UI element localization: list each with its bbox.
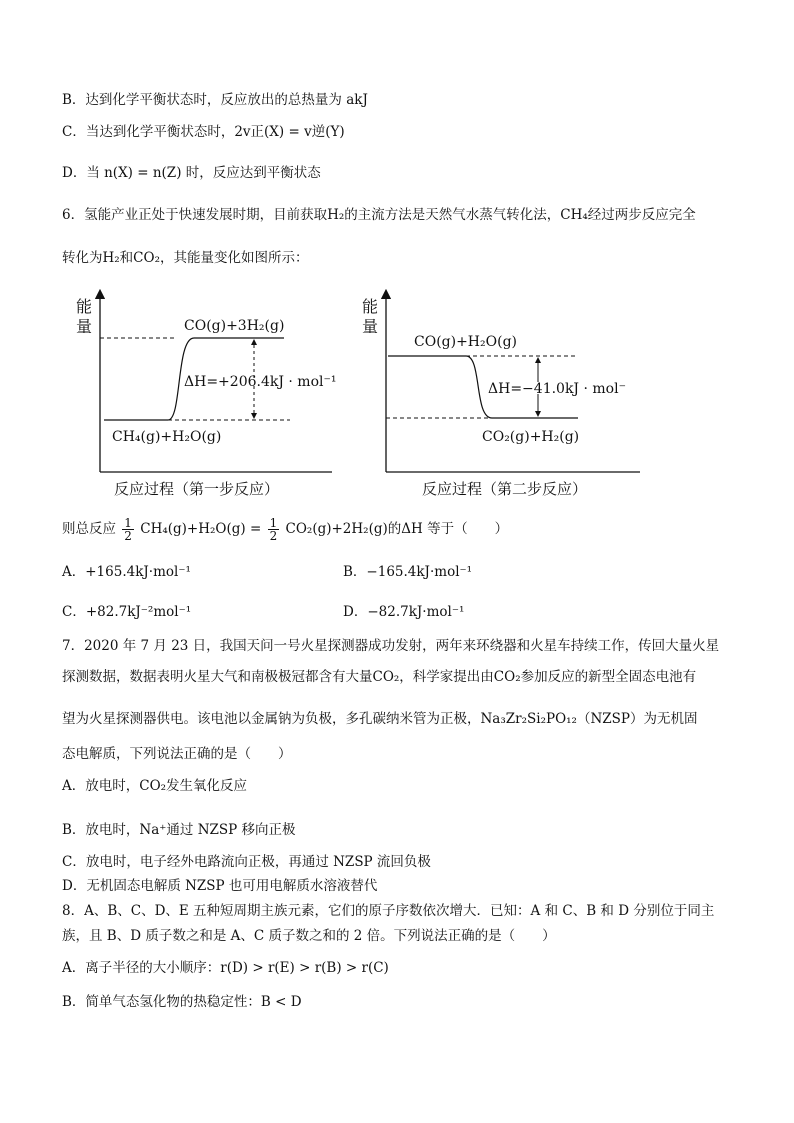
q7-option-a: A．放电时，CO₂发生氧化反应: [62, 778, 248, 794]
q8-stem-line-2: 族，且 B、D 质子数之和是 A、C 质子数之和的 2 倍。下列说法正确的是（ ）: [62, 928, 556, 944]
diagram-step-2: [362, 294, 640, 498]
diagram-step-1: [76, 294, 337, 498]
right-x-label: 反应过程（第二步反应）: [422, 480, 588, 498]
right-lower-label: CO₂(g)+H₂(g): [482, 429, 580, 445]
q5-option-c: C．当达到化学平衡状态时，2v正(X) = v逆(Y): [62, 124, 345, 140]
q7-stem-line-4: 态电解质，下列说法正确的是（ ）: [62, 746, 292, 762]
q6-option-c: C．+82.7kJ⁻²mol⁻¹: [62, 604, 192, 620]
fraction-half-2: [268, 517, 280, 542]
q6-question-reactants: CH₄(g)+H₂O(g) =: [140, 521, 262, 537]
q6-stem-line-1: 6．氢能产业正处于快速发展时期，目前获取H₂的主流方法是天然气水蒸气转化法，CH₄经过两步反应完全: [62, 207, 696, 223]
left-ylabel-1: 能: [76, 297, 93, 316]
left-x-label: 反应过程（第一步反应）: [114, 480, 280, 498]
left-upper-label: CO(g)+3H₂(g): [184, 318, 285, 334]
q6-stem-line-2: 转化为H₂和CO₂，其能量变化如图所示：: [62, 250, 309, 266]
fraction-numerator: 1: [269, 516, 278, 530]
q8-stem-line-1: 8．A、B、C、D、E 五种短周期主族元素，它们的原子序数依次增大．已知：A 和 C、B 和 D 分别位于同主: [62, 903, 715, 919]
q7-stem-line-1: 7．2020 年 7 月 23 日，我国天问一号火星探测器成功发射，两年来环绕器和火星车持续工作，传回大量火星: [62, 638, 720, 654]
right-dh-label: ΔH=−41.0kJ · mol⁻: [488, 381, 626, 397]
q7-option-d: D．无机固态电解质 NZSP 也可用电解质水溶液替代: [62, 878, 378, 894]
q6-option-d: D．−82.7kJ·mol⁻¹: [343, 604, 465, 620]
energy-diagrams: [64, 286, 644, 502]
q7-option-c: C．放电时，电子经外电路流向正极，再通过 NZSP 流回负极: [62, 854, 431, 870]
q8-option-b: B．简单气态氢化物的热稳定性：B < D: [62, 994, 302, 1010]
q6-question-products: CO₂(g)+2H₂(g)的ΔH 等于（ ）: [285, 521, 509, 537]
energy-diagrams-svg: [64, 286, 644, 498]
fraction-half-1: [122, 517, 134, 542]
right-upper-label: CO(g)+H₂O(g): [414, 334, 517, 350]
q6-option-b: B．−165.4kJ·mol⁻¹: [343, 564, 473, 580]
q6-question-prefix: 则总反应: [62, 521, 116, 537]
q8-option-a: A．离子半径的大小顺序：r(D) > r(E) > r(B) > r(C): [62, 960, 389, 976]
q7-stem-line-3: 望为火星探测器供电。该电池以金属钠为负极，多孔碳纳米管为正极，Na₃Zr₂Si₂PO₁₂（NZSP）为无机固: [62, 711, 698, 727]
fraction-numerator: 1: [124, 516, 132, 530]
q7-stem-line-2: 探测数据，数据表明火星大气和南极极冠都含有大量CO₂，科学家提出由CO₂参加反应的新型全固态电池有: [62, 669, 697, 685]
q6-question: [62, 517, 508, 542]
right-ylabel-1: 能: [362, 297, 379, 316]
fraction-denominator: 2: [124, 529, 132, 543]
q7-option-b: B．放电时，Na⁺通过 NZSP 移向正极: [62, 822, 296, 838]
q6-option-a: A．+165.4kJ·mol⁻¹: [62, 564, 191, 580]
left-ylabel-2: 量: [76, 317, 93, 336]
q5-option-d: D．当 n(X) = n(Z) 时，反应达到平衡状态: [62, 165, 321, 181]
left-lower-label: CH₄(g)+H₂O(g): [112, 429, 222, 445]
q5-option-b: B．达到化学平衡状态时，反应放出的总热量为 akJ: [62, 92, 368, 108]
left-dh-label: ΔH=+206.4kJ · mol⁻¹: [184, 374, 337, 390]
fraction-denominator: 2: [269, 529, 278, 543]
right-ylabel-2: 量: [362, 317, 379, 336]
